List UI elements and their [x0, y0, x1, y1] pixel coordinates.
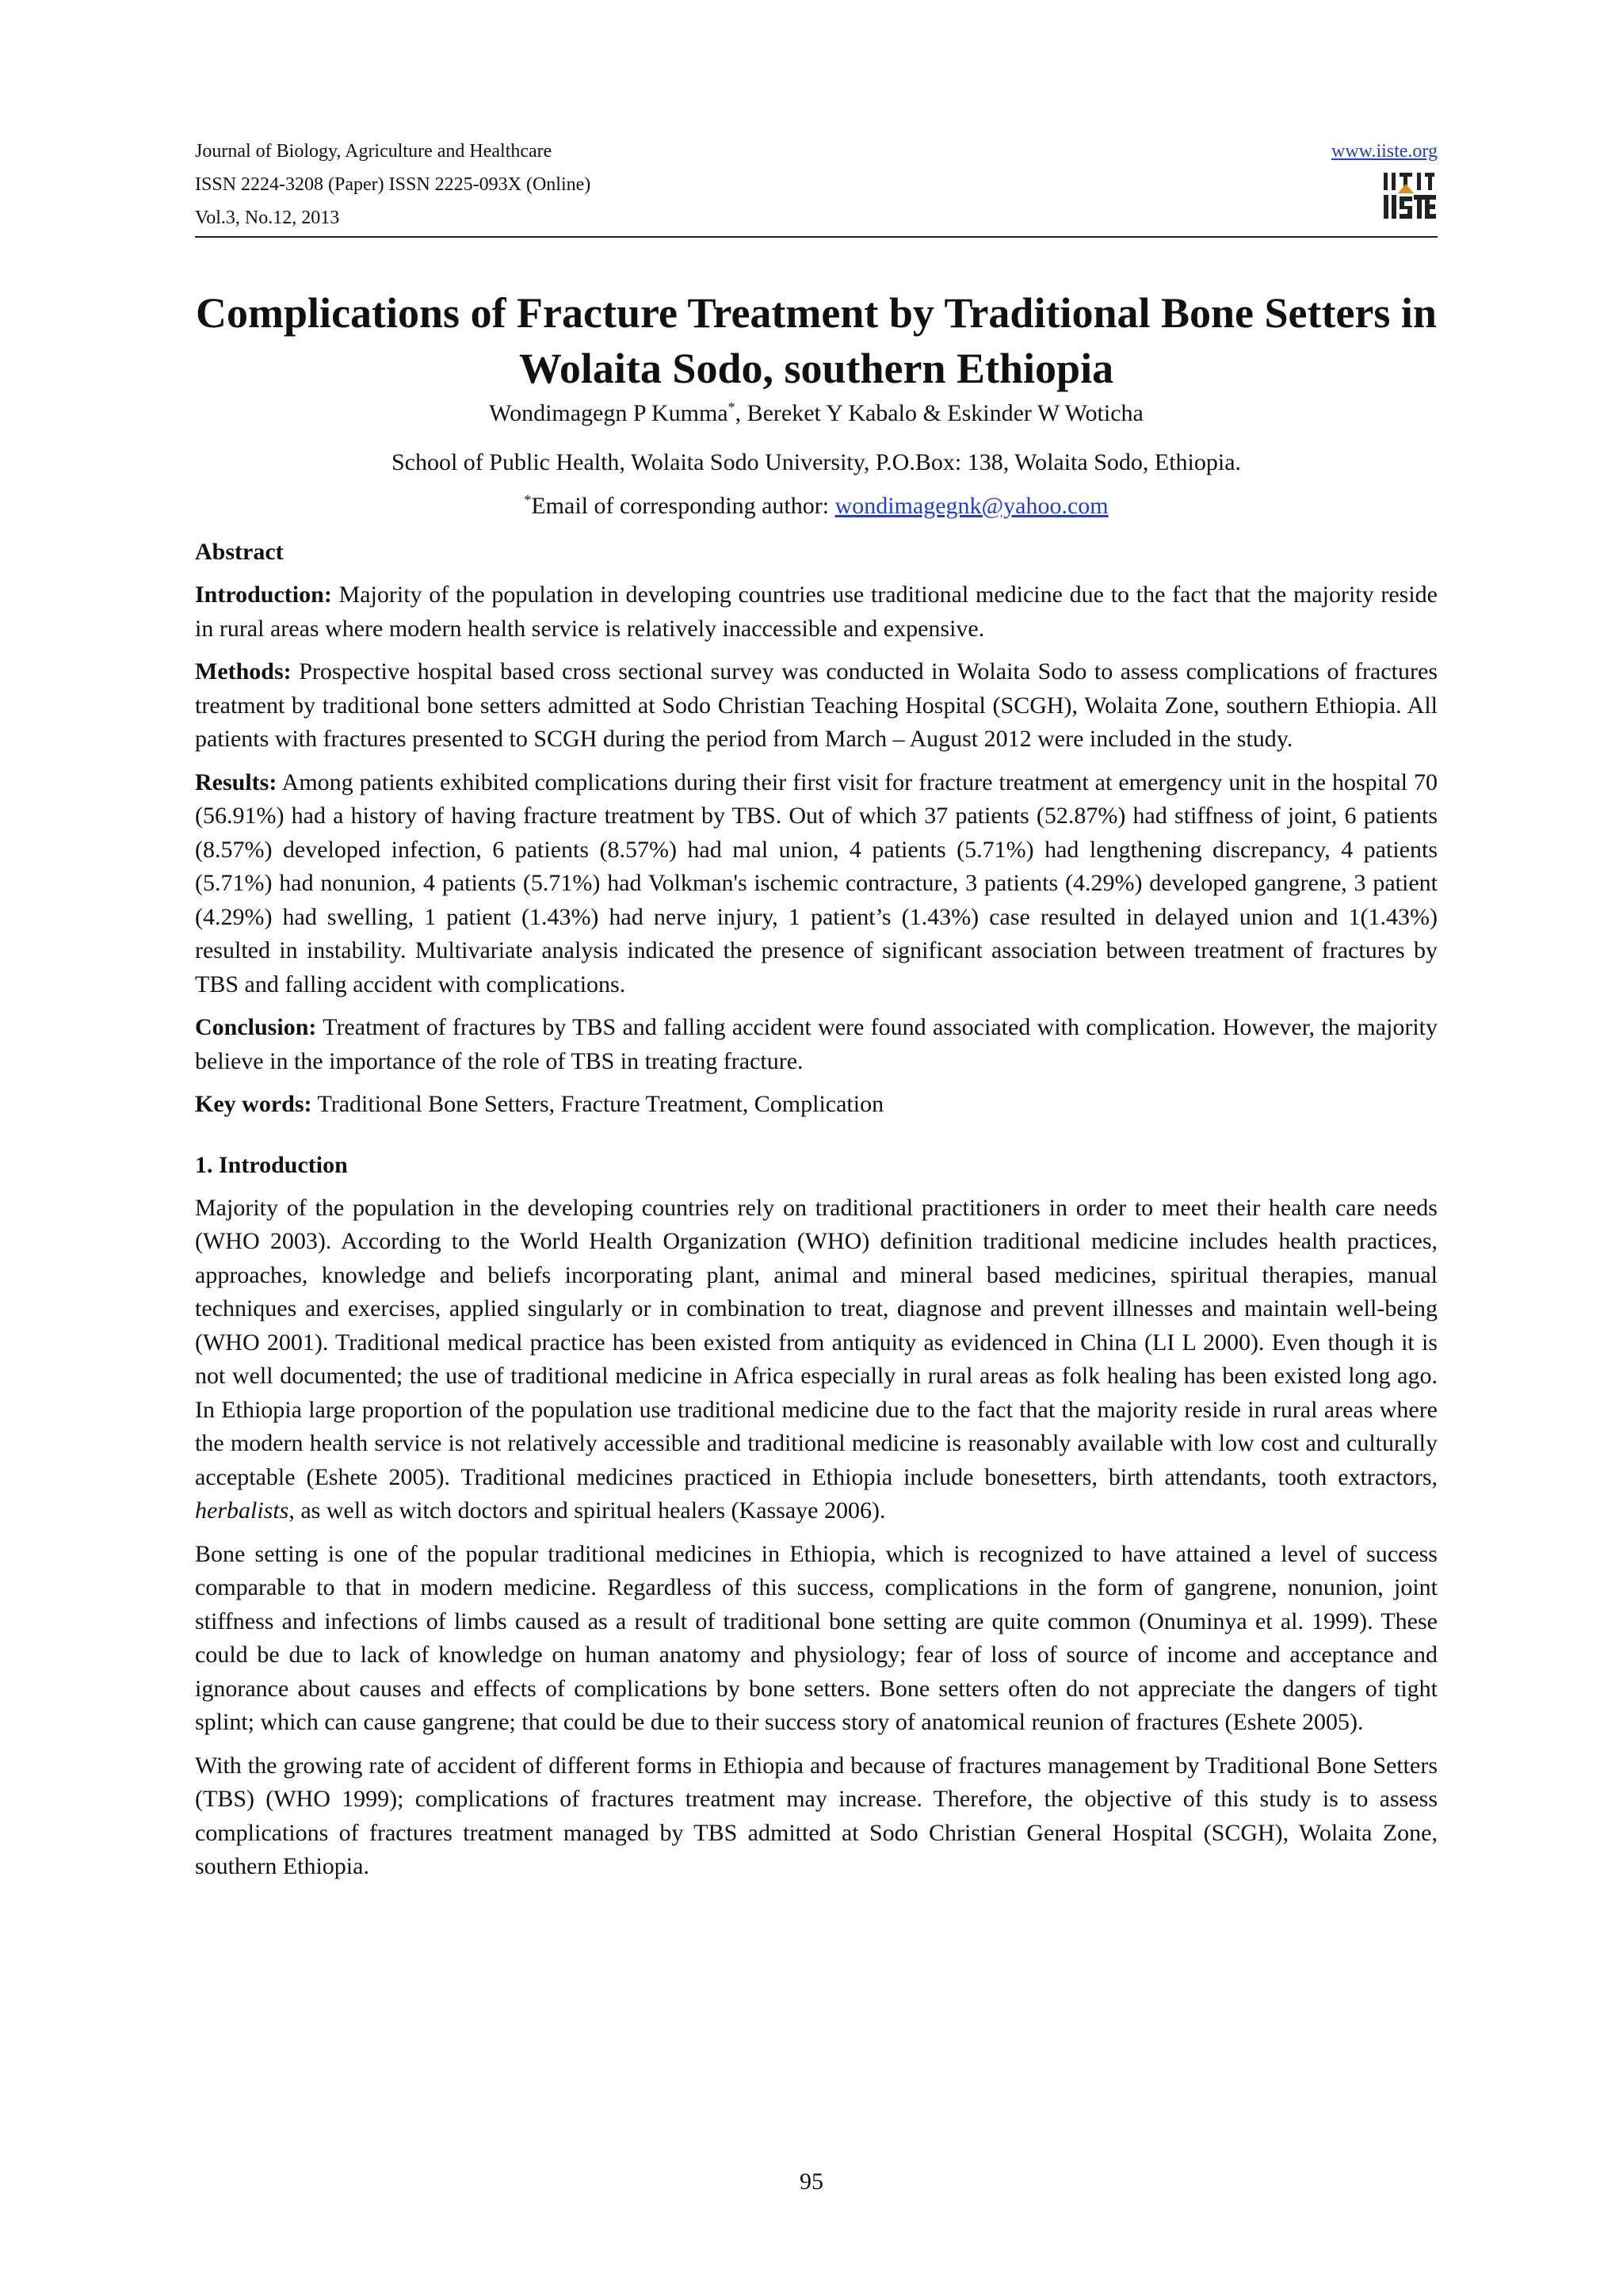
paper-body [195, 536, 1438, 1884]
intro-p1-italic: herbalists [195, 1497, 289, 1524]
introduction-paragraph-1 [195, 1192, 1438, 1528]
conclusion-label: Conclusion: [195, 1014, 317, 1040]
intro-p1-text-b: , as well as witch doctors and spiritual healers (Kassaye 2006). [288, 1497, 886, 1524]
author-list [143, 398, 1490, 429]
introduction-paragraph-2: Bone setting is one of the popular traditional medicines in Ethiopia, which is recognized to have attained a level of success comparable to that in modern medicine. Regardless of this success, complications in the form of gangrene, nonunion, joint stiffness and infections of limbs caused as a result of traditional bone setting are quite common (Onuminya et al. 1999). These could be due to lack of knowledge on human anatomy and physiology; fear of loss of source of income and acceptance and ignorance about causes and effects of complications by bone setters. Bone setters often do not appreciate the dangers of tight splint; which can cause gangrene; that could be due to their success story of anatomical reunion of fractures (Eshete 2005). [195, 1540, 1438, 1735]
email-link[interactable]: wondimagegnk@yahoo.com [834, 493, 1109, 519]
introduction-paragraph-3: With the growing rate of accident of different forms in Ethiopia and because of fractures management by Traditional Bone Setters (TBS) (WHO 1999); complications of fractures treatment may increase. Therefore, the objective of this study is to assess complications of fractures treatment managed by TBS admitted at Sodo Christian General Hospital (SCGH), Wolaita Zone, southern Ethiopia. [195, 1752, 1438, 1879]
coauthor-names: , Bereket Y Kabalo & Eskinder W Woticha [735, 400, 1144, 426]
journal-issn: ISSN 2224-3208 (Paper) ISSN 2225-093X (Online) [195, 174, 591, 195]
results-label: Results: [195, 769, 277, 795]
header-divider [195, 236, 1438, 238]
conclusion-text: Treatment of fractures by TBS and falling accident were found associated with complication. However, the majority believe in the importance of the role of TBS in treating fracture. [195, 1014, 1438, 1074]
author-name: Wondimagegn P Kumma [489, 400, 728, 426]
keywords-label: Key words: [195, 1091, 312, 1117]
introduction-heading: 1. Introduction [195, 1151, 348, 1178]
keywords-text: Traditional Bone Setters, Fracture Treatment, Complication [311, 1091, 884, 1117]
abstract-conclusion [195, 1011, 1438, 1078]
results-text: Among patients exhibited complications during their first visit for fracture treatment at emergency unit in the hospital 70 (56.91%) had a history of having fracture treatment by TBS. Out of which 37 patients (52.87%) had stiffness of joint, 6 patients (8.57%) developed infection, 6 patients (8.57%) had mal union, 4 patients (5.71%) had lengthening discrepancy, 4 patients (5.71%) had nonunion, 4 patients (5.71%) had Volkman's ischemic contracture, 3 patients (4.29%) developed gangrene, 3 patient (4.29%) had swelling, 1 patient (1.43%) had nerve injury, 1 patient’s (1.43%) case resulted in delayed union and 1(1.43%) resulted in instability. Multivariate analysis indicated the presence of significant association between treatment of fractures by TBS and falling accident with complications. [195, 769, 1438, 997]
journal-name: Journal of Biology, Agriculture and Healthcare [195, 141, 552, 162]
intro-p1-text-a: Majority of the population in the developing countries rely on traditional practitioners in order to meet their health care needs (WHO 2003). According to the World Health Organization (WHO) definition traditional medicine includes health practices, approaches, knowledge and beliefs incorporating plant, animal and mineral based medicines, spiritual therapies, manual techniques and exercises, applied singularly or in combination to treat, diagnose and prevent illnesses and maintain well-being (WHO 2001). Traditional medical practice has been existed from antiquity as evidenced in China (LI L 2000). Even though it is not well documented; the use of traditional medicine in Africa especially in rural areas as folk healing has been existed long ago. In Ethiopia large proportion of the population use traditional medicine due to the fact that the majority reside in rural areas where the modern health service is not relatively accessible and traditional medicine is reasonably available with low cost and culturally acceptable (Eshete 2005). Traditional medicines practiced in Ethiopia include bonesetters, birth attendants, tooth extractors, [195, 1194, 1438, 1490]
corresponding-email [143, 490, 1490, 522]
methods-label: Methods: [195, 658, 292, 685]
methods-text: Prospective hospital based cross sectional survey was conducted in Wolaita Sodo to assess complications of fractures treatment by traditional bone setters admitted at Sodo Christian Teaching Hospital (SCGH), Wolaita Zone, southern Ethiopia. All patients with fractures presented to SCGH during the period from March – August 2012 were included in the study. [195, 658, 1438, 752]
abstract-methods [195, 655, 1438, 757]
abstract-keywords [195, 1088, 1438, 1122]
iiste-logo-icon [1382, 170, 1438, 222]
abstract-heading: Abstract [195, 539, 284, 565]
abstract-results [195, 766, 1438, 1002]
journal-volume: Vol.3, No.12, 2013 [195, 208, 340, 228]
introduction-label: Introduction: [195, 582, 332, 608]
paper-title: Complications of Fracture Treatment by Traditional Bone Setters in Wolaita Sodo, southern Ethiopia [196, 289, 1437, 392]
email-label: Email of corresponding author: [531, 493, 835, 519]
page-number: 95 [800, 2168, 823, 2195]
journal-url-link[interactable]: www.iiste.org [1331, 141, 1438, 162]
introduction-text: Majority of the population in developing countries use traditional medicine due to the fact that the majority reside in rural areas where modern health service is relatively inaccessible and expensive. [195, 582, 1438, 642]
journal-header [195, 135, 1438, 246]
affiliation: School of Public Health, Wolaita Sodo University, P.O.Box: 138, Wolaita Sodo, Ethiopia. [391, 449, 1242, 475]
email-mark: * [524, 492, 532, 508]
corresponding-mark: * [727, 399, 735, 415]
abstract-introduction [195, 578, 1438, 646]
